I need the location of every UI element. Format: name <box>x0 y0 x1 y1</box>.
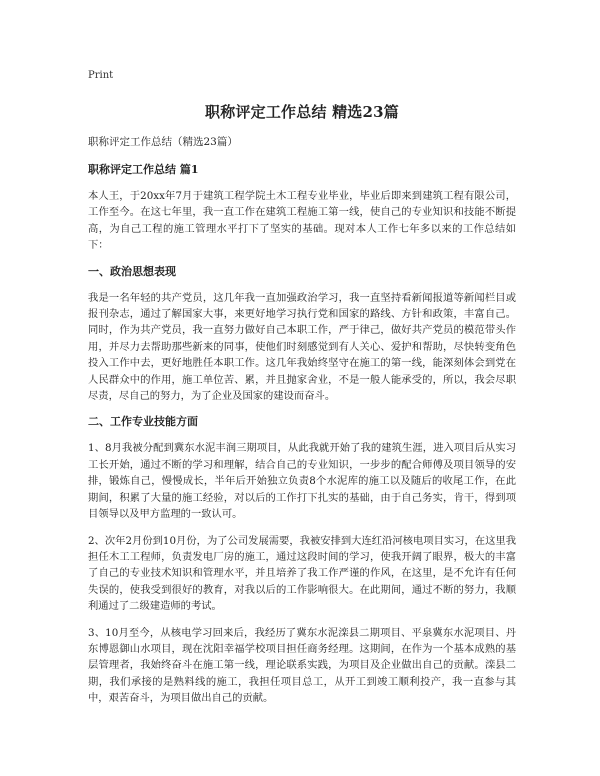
article-body <box>88 162 516 717</box>
article-heading: 职称评定工作总结 篇1 <box>88 163 199 176</box>
document-subtitle: 职称评定工作总结（精选23篇） <box>88 136 238 148</box>
skills-paragraph-2: 2、次年2月份到10月份，为了公司发展需要，我被安排到大连红沿河核电项目实习，在这里我担任木工工程师，负责发电厂房的施工，通过这段时间的学习，使我开阔了眼界，极大的丰富了自己的专业技术知识和管理水平，并且培养了我工作严谨的作风，在这里，是不允许有任何失误的，使我受到很好的教育，对我以后的工作影响很大。在此期间，通过不断的努力，我顺利通过了二级建造师的考试。 <box>88 534 516 613</box>
section-heading-skills: 二、工作专业技能方面 <box>88 415 198 429</box>
intro-paragraph: 本人王，于20xx年7月于建筑工程学院土木工程专业毕业，毕业后即来到建筑工程有限公司，工作至今。在这七年里，我一直工作在建筑工程施工第一线，使自己的专业知识和技能不断提高，为自己工程的施工管理水平打下了坚实的基础。现对本人工作七年多以来的工作总结如下： <box>88 190 516 252</box>
political-paragraph: 我是一名年轻的共产党员，这几年我一直加强政治学习，我一直坚持看新闻报道等新闻栏目或报刊杂志，通过了解国家大事，来更好地学习执行党和国家的路线、方针和政策，丰富自己。同时，作为共产党员，我一直努力做好自己本职工作，严于律己，做好共产党员的模范带头作用，并尽力去帮助那些新来的同事，使他们时刻感觉到有人关心、爱护和帮助，尽快转变角色投入工作中去，更好地胜任本职工作。这几年我始终坚守在施工的第一线，能深刻体会到党在人民群众中的作用，施工单位苦、累，并且抛家舍业，不是一般人能承受的，所以，我会尽职尽责，尽自己的努力，为了企业及国家的建设而奋斗。 <box>88 291 516 403</box>
section-heading-political: 一、政治思想表现 <box>88 264 176 278</box>
skills-paragraph-1: 1、8月我被分配到冀东水泥丰润三期项目，从此我就开始了我的建筑生涯，进入项目后从实习工长开始，通过不断的学习和理解，结合自己的专业知识，一步步的配合师傅及项目领导的安排，锻炼自己，慢慢成长，半年后开始独立负责8个水泥库的施工以及随后的收尾工作，在此期间，积累了大量的施工经验，对以后的工作打下扎实的基础，由于自己务实，肯干，得到项目领导以及甲方监理的一致认可。 <box>88 442 516 521</box>
page-title: 职称评定工作总结 精选23篇 <box>205 103 399 121</box>
skills-paragraph-3: 3、10月至今，从核电学习回来后，我经历了冀东水泥滦县二期项目、平泉冀东水泥项目、丹东博恩御山水项目，现在沈阳幸福学校项目担任商务经理。这期间，在作为一个基本成熟的基层管理者，我始终奋斗在施工第一线，理论联系实践，为项目及企业做出自己的贡献。滦县二期，我们承接的是熟料线的施工，我担任项目总工，从开工到竣工顺利投产，我一直参与其中，艰苦奋斗，为项目做出自己的贡献。 <box>88 626 516 705</box>
print-link[interactable]: Print <box>88 70 114 81</box>
